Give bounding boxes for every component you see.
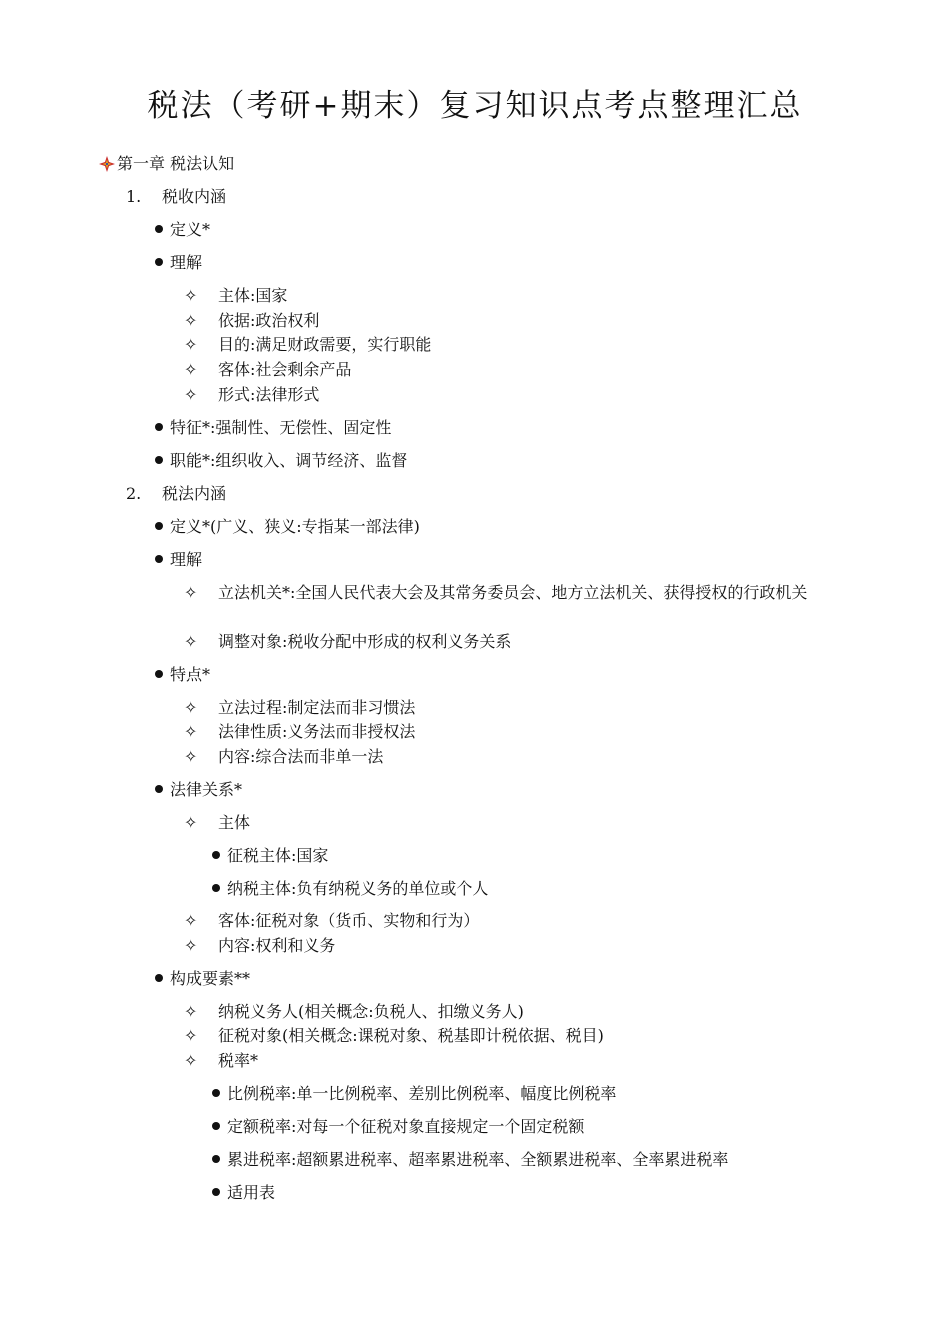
diamond-bullet-icon: ✧ [184,1051,198,1070]
list-item: 理解 [155,548,202,572]
list-item: 目的:满足财政需要，实行职能 [218,335,432,354]
list-item: 形式:法律形式 [218,385,320,404]
page-title: 税法（考研+期末）复习知识点考点整理汇总 [147,88,803,124]
list-item: 依据:政治权利 [218,311,320,330]
list-item: 特征*:强制性、无偿性、固定性 [155,416,391,440]
list-item: 税率* [218,1051,259,1070]
list-item: 适用表 [212,1181,275,1205]
section-heading: 2. 税法内涵 [126,484,227,503]
list-item: 累进税率:超额累进税率、超率累进税率、全额累进税率、全率累进税率 [212,1148,728,1172]
list-item: 调整对象:税收分配中形成的权利义务关系 [218,632,512,651]
list-item: 比例税率:单一比例税率、差别比例税率、幅度比例税率 [212,1082,616,1106]
list-item: 纳税义务人(相关概念:负税人、扣缴义务人) [218,1002,524,1021]
diamond-bullet-icon: ✧ [184,286,198,305]
list-item: 立法机关*:全国人民代表大会及其常务委员会、地方立法机关、获得授权的行政机关 [218,583,808,602]
list-item: 法律性质:义务法而非授权法 [218,722,416,741]
diamond-bullet-icon: ✧ [184,722,198,741]
list-item: 定义* [155,218,210,242]
list-item: 客体:征税对象（货币、实物和行为） [218,911,480,930]
diamond-bullet-icon: ✧ [184,360,198,379]
diamond-bullet-icon: ✧ [184,936,198,955]
diamond-bullet-icon: ✧ [184,385,198,404]
diamond-bullet-icon: ✧ [184,311,198,330]
diamond-bullet-icon: ✧ [184,1002,198,1021]
list-item: 定额税率:对每一个征税对象直接规定一个固定税额 [212,1115,584,1139]
list-item: 征税主体:国家 [212,844,328,868]
diamond-bullet-icon: ✧ [184,813,198,832]
list-item: 定义*(广义、狭义:专指某一部法律) [155,515,420,539]
list-item: 职能*:组织收入、调节经济、监督 [155,449,407,473]
diamond-bullet-icon: ✧ [184,911,198,930]
diamond-bullet-icon: ✧ [184,1026,198,1045]
list-item: 构成要素** [155,967,250,991]
list-item: 立法过程:制定法而非习惯法 [218,698,416,717]
diamond-bullet-icon: ✧ [184,632,198,651]
list-item: 主体 [218,813,251,832]
diamond-bullet-icon: ✧ [184,335,198,354]
list-item: 内容:综合法而非单一法 [218,747,384,766]
list-item: 法律关系* [155,778,242,802]
list-item: 纳税主体:负有纳税义务的单位或个人 [212,877,488,901]
chapter-heading: 第一章 税法认知 [117,154,235,173]
list-item: 内容:权利和义务 [218,936,336,955]
diamond-bullet-icon: ✧ [184,583,198,602]
list-item: 理解 [155,251,202,275]
list-item: 征税对象(相关概念:课税对象、税基即计税依据、税目) [218,1026,604,1045]
chapter-bullet-icon [99,156,115,172]
diamond-bullet-icon: ✧ [184,747,198,766]
diamond-bullet-icon: ✧ [184,698,198,717]
list-item: 特点* [155,663,210,687]
list-item: 主体:国家 [218,286,288,305]
list-item: 客体:社会剩余产品 [218,360,352,379]
section-heading: 1. 税收内涵 [126,187,227,206]
